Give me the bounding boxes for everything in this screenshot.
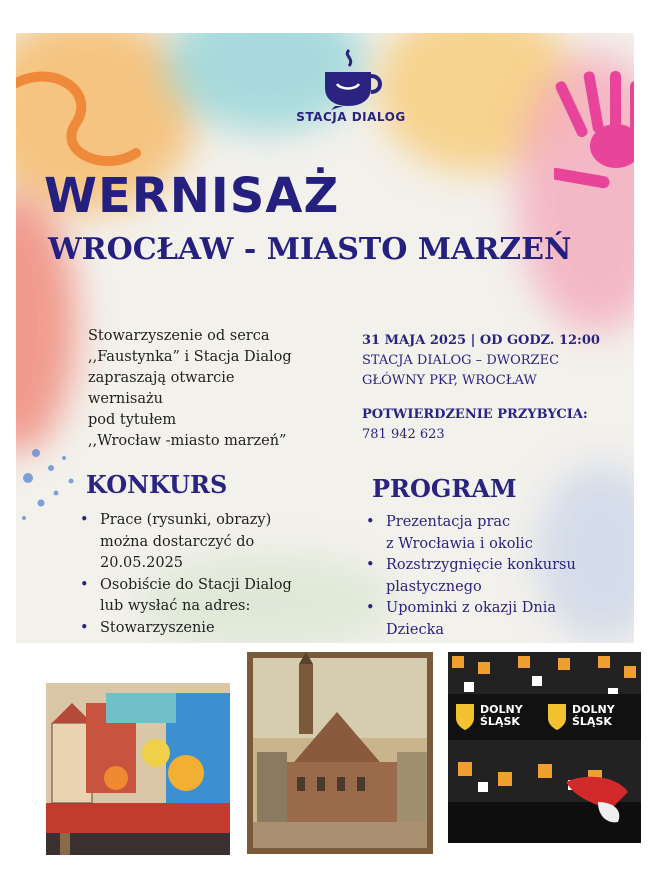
painting-photo: [46, 683, 230, 855]
bullet-icon: •: [366, 600, 375, 616]
bullet-icon: •: [366, 557, 375, 573]
program-heading: PROGRAM: [372, 474, 517, 503]
confirm-label: POTWIERDZENIE PRZYBYCIA:: [362, 407, 588, 422]
list-item: • Rozstrzygnięcie konkursu plastycznego: [366, 557, 576, 595]
list-item: • Upominki z okazji Dnia Dziecka: [366, 600, 557, 638]
town-hall-photo: [247, 652, 433, 854]
page-title: WERNISAŻ: [44, 168, 340, 224]
intro-line: ,,Wrocław -miasto marzeń”: [88, 433, 287, 449]
bullet-icon: •: [80, 512, 89, 528]
bullet-icon: •: [80, 576, 89, 593]
bullet-icon: •: [80, 619, 89, 636]
page-subtitle: WROCŁAW - MIASTO MARZEŃ: [48, 232, 572, 267]
intro-line: ,,Faustynka” i Stacja Dialog: [88, 349, 292, 365]
swirl-decoration: [16, 63, 156, 173]
paint-splatter: [16, 433, 86, 533]
intro-line: zapraszają otwarcie: [88, 370, 235, 386]
gift-bags-image: [448, 652, 641, 843]
intro-line: pod tytułem: [88, 412, 177, 428]
event-place: STACJA DIALOG – DWORZEC: [362, 353, 560, 368]
logo-text: STACJA DIALOG: [296, 110, 406, 124]
list-item: • Prace (rysunki, obrazy) można dostarczyć do 20.05.2025: [80, 512, 272, 571]
gift-bags-photo: [448, 652, 641, 843]
stacja-dialog-logo: [276, 48, 426, 124]
bag-brand-left: DOLNY ŚLĄSK: [480, 703, 523, 728]
intro-line: wernisażu: [88, 391, 163, 407]
list-item: • Osobiście do Stacji Dialog lub wysłać na adres:: [80, 576, 292, 614]
coffee-cup-speech-icon: [315, 48, 387, 110]
painting-image: [46, 683, 230, 855]
event-place: GŁÓWNY PKP, WROCŁAW: [362, 373, 537, 388]
intro-line: Stowarzyszenie od serca: [88, 328, 270, 344]
phone-number: 781 942 623: [362, 427, 445, 442]
program-list: [366, 512, 626, 641]
list-item: • Stowarzyszenie: [80, 618, 340, 640]
event-details: [362, 331, 622, 445]
town-hall-image: [247, 652, 433, 854]
intro-text: [88, 326, 348, 452]
konkurs-list: [80, 510, 340, 639]
event-date: 31 MAJA 2025 | OD GODZ. 12:00: [362, 333, 600, 348]
konkurs-heading: KONKURS: [86, 470, 228, 499]
list-item: • Prezentacja prac z Wrocławia i okolic: [366, 514, 533, 552]
hand-print-icon: [554, 71, 634, 201]
bullet-icon: •: [366, 514, 375, 530]
bag-brand-right: DOLNY ŚLĄSK: [572, 703, 615, 728]
